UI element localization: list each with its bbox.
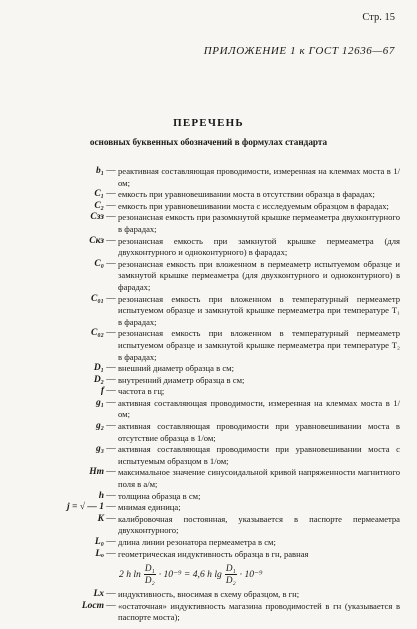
page-number: Стр. 15 [362,12,395,23]
formula-num-2: D₁ [225,562,236,573]
definition-text: резонансная емкость при замкнутой крышке пермеаметра (для двухконтурного и одноконтурного) в фарадах; [118,235,400,258]
definition-symbol: C₀₁ [91,293,104,304]
definition-row [22,212,400,235]
definition-text: емкость при уравновешивании моста с исследуемым образцом в фарадах; [118,200,389,211]
definition-symbol: C₁ [94,189,104,200]
formula-fraction-2 [225,563,237,586]
definition-text: индуктивность, вносимая в схему образцом, в гн; [118,589,300,600]
definition-row [22,294,400,329]
definition-symbol: Lост [81,600,104,611]
definition-symbol: D₂ [93,374,104,385]
definition-dash: — [106,328,116,339]
definition-dash: — [106,397,116,408]
definition-dash: — [106,166,116,176]
definition-row [22,236,400,259]
definition-text: калибровочная постоянная, указывается в паспорте пермеаметра двухконтурного; [118,513,400,536]
definition-dash: — [106,200,116,211]
definition-row [22,328,400,363]
definition-text: длина линии резонатора пермеаметра в см; [118,537,276,547]
definition-dash: — [106,421,116,432]
definition-symbol: g₁ [95,397,104,408]
definition-row [22,589,400,601]
definition-row [22,444,400,467]
definition-symbol: D₁ [93,363,104,374]
formula-fraction-1 [144,563,156,586]
definition-dash: — [106,189,116,200]
definition-row [22,386,400,398]
formula-left: 2 h ln [119,568,141,580]
definition-row [22,259,400,294]
definition-symbol: Cкз [89,235,104,246]
definition-symbol: Cзз [90,212,104,223]
definition-symbol: f [100,386,104,397]
definition-symbol: g₂ [95,421,104,432]
definition-text: активная составляющая проводимости при уравновешивании моста с испытуемым образцом в 1/ом; [118,444,400,466]
definition-dash: — [106,386,116,397]
definition-symbol: C₀₂ [91,328,104,339]
definition-text: активная составляющая проводимости, измеренная на клеммах моста в 1/ом; [118,397,400,420]
definition-symbol: h [98,490,104,501]
definition-text: резонансная емкость при вложенном в пермеаметр испытуемом образце и замкнутой крышке пермеаметра (для двухконтурного и одноконтурного) в фарадах; [118,258,400,292]
definition-text: толщина образца в см; [118,490,201,501]
definition-dash: — [106,293,116,304]
definition-row [22,189,400,201]
definition-dash: — [106,363,116,374]
definition-dash: — [106,548,116,559]
definition-row [22,537,400,549]
definition-symbol: j = √ — 1 [66,502,104,513]
definition-symbol: C₂ [94,200,104,211]
definition-dash: — [106,444,116,455]
definitions-list [22,166,400,624]
definition-symbol: g₃ [95,444,104,455]
definition-dash: — [106,502,116,513]
formula-den-2: D₂ [225,574,236,585]
definition-symbol: K [97,513,104,524]
definition-text: резонансная емкость при вложенном в температурный пермеаметр испытуемом образце и замкнутой крышке пермеаметра при температуре T₁ в фарадах; [118,293,400,327]
formula-mid: · 10⁻⁹ = 4,6 h lg [158,568,222,580]
definition-dash: — [106,490,116,501]
definition-row [22,514,400,537]
definition-text: мнимая единица; [118,502,181,513]
list-title: ПЕРЕЧЕНЬ [173,117,244,129]
definition-dash: — [106,537,116,547]
definition-row [22,601,400,624]
definition-text: «остаточная» индуктивность магазина проводимостей в гн (указывается в паспорте моста); [118,600,400,623]
definition-row [22,375,400,387]
definition-dash: — [106,513,116,524]
definition-dash: — [106,258,116,269]
definition-text: емкость при уравновешивании моста в отсутствии образца в фарадах; [118,189,375,200]
definition-symbol: Lₒ [95,548,104,559]
appendix-heading: ПРИЛОЖЕНИЕ 1 к ГОСТ 12636—67 [203,45,395,57]
definition-text: внутренний диаметр образца в см; [118,374,245,385]
definition-dash: — [106,589,116,600]
formula-right: · 10⁻⁹ [239,568,263,580]
definition-text: внешний диаметр образца в см; [118,363,234,374]
definition-text: частота в гц; [118,386,165,397]
definition-row [22,549,400,561]
definition-text: максимальное значение синусоидальной кривой напряженности магнитного поля в а/м; [118,467,400,490]
definition-text: реактивная составляющая проводимости, измеренная на клеммах моста в 1/ом; [118,166,400,188]
inductance-formula [118,562,400,586]
formula-num-1: D₁ [144,562,155,573]
definition-row [22,502,400,514]
formula-den-1: D₂ [144,574,155,585]
definition-symbol: L₀ [94,537,104,547]
definition-symbol: C₀ [94,258,104,269]
list-subtitle: основных буквенных обозначений в формулах стандарта [89,137,328,147]
definition-row [22,491,400,503]
definition-dash: — [106,467,116,478]
definition-dash: — [106,212,116,223]
definition-text: резонансная емкость при вложенном в температурный пермеаметр испытуемом образце и замкнутой крышке пермеаметра при температуре T₂ в фарадах; [118,328,400,362]
definition-symbol: Lx [93,589,104,600]
definition-text: активная составляющая проводимости при уравновешивании моста в отсутствие образца в 1/ом; [118,421,400,443]
definition-symbol: b₁ [95,166,104,176]
definition-row [22,421,400,444]
definition-row [22,467,400,490]
definition-dash: — [106,374,116,385]
definition-symbol: Hm [89,467,104,478]
definition-row [22,363,400,375]
definition-text: резонансная емкость при разомкнутой крышке пермеаметра двухконтурного в фарадах; [118,212,400,234]
definition-dash: — [106,235,116,246]
definition-row [22,398,400,421]
definition-row [22,201,400,213]
definition-dash: — [106,600,116,611]
definition-row [22,166,400,189]
definition-text: геометрическая индуктивность образца в гн, равная [118,548,309,559]
